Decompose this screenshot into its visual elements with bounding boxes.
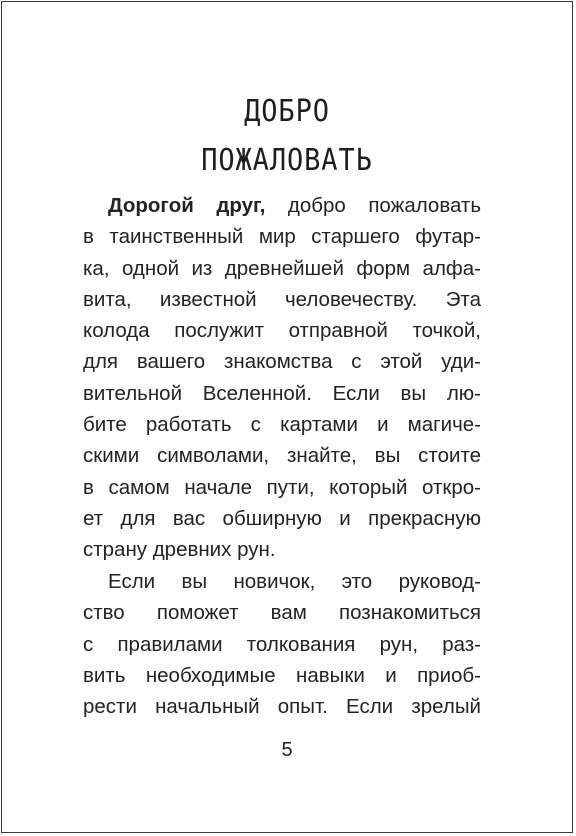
text-line: вительной Вселенной. Если вы лю- bbox=[83, 381, 481, 405]
paragraph-1 bbox=[83, 190, 481, 566]
paragraph-2 bbox=[83, 566, 481, 722]
text-line: ет для вас обширную и прекрасную bbox=[83, 506, 481, 530]
paragraph-1-first-line bbox=[83, 190, 481, 221]
text-line: страну древних рун. bbox=[83, 538, 276, 562]
text-line: в таинственный мир старшего футар- bbox=[83, 225, 481, 249]
first-line-rest: добро пожаловать bbox=[265, 194, 481, 217]
text-line: вить необходимые навыки и приоб- bbox=[83, 663, 481, 687]
text-line: ка, одной из древнейшей форм алфа- bbox=[83, 256, 481, 280]
text-line: скими символами, знайте, вы стоите bbox=[83, 444, 481, 468]
book-page bbox=[1, 1, 573, 833]
page-title-line-2: ПОЖАЛОВАТЬ bbox=[201, 143, 373, 178]
text-line: для вашего знакомства с этой уди- bbox=[83, 350, 481, 374]
text-line: колода послужит отправной точкой, bbox=[83, 319, 481, 343]
text-line: рести начальный опыт. Если зрелый bbox=[83, 695, 481, 719]
bold-intro: Дорогой друг, bbox=[108, 194, 266, 217]
page-number: 5 bbox=[281, 739, 293, 761]
text-line: бите работать с картами и магиче- bbox=[83, 413, 481, 437]
page-title-line-1: ДОБРО bbox=[244, 94, 330, 129]
text-line: ство поможет вам познакомиться bbox=[83, 601, 481, 625]
text-line: с правилами толкования рун, раз- bbox=[83, 632, 481, 656]
text-line: вита, известной человечеству. Эта bbox=[83, 287, 481, 311]
text-line: в самом начале пути, который откро- bbox=[83, 475, 481, 499]
text-line: Если вы новичок, это руковод- bbox=[108, 570, 481, 593]
